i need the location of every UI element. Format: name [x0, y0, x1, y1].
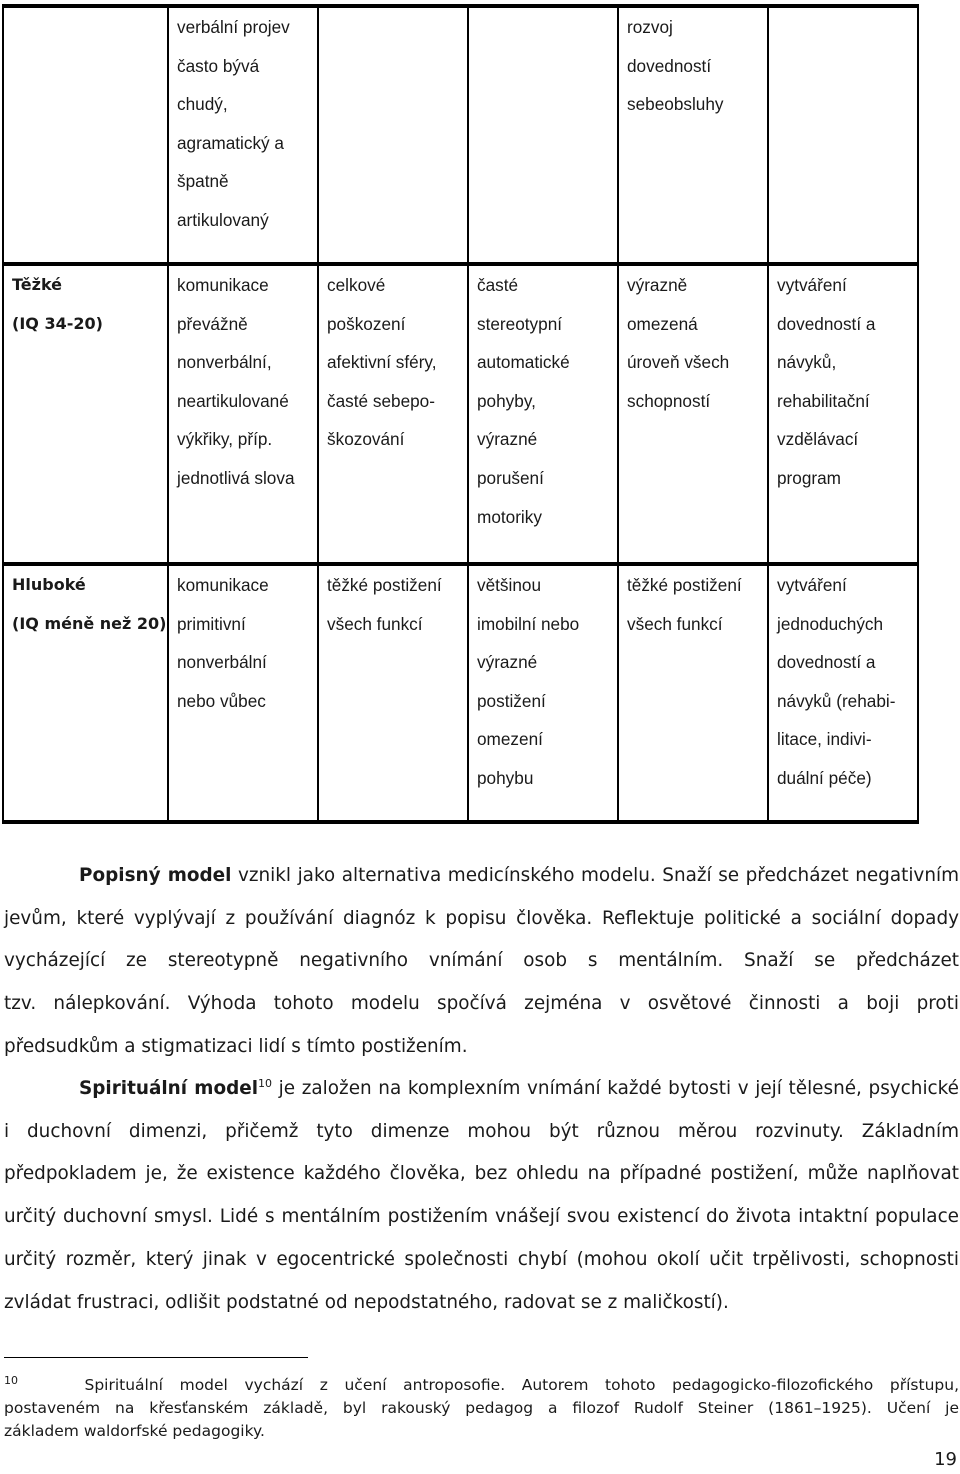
cell-line: časté sebepo- [327, 390, 435, 411]
paragraph-descriptive-model [4, 855, 959, 1069]
table-cell [768, 564, 918, 822]
cell-line: těžké postižení [327, 575, 442, 595]
cell-line: motoriky [477, 506, 542, 527]
severity-label: Těžké [12, 275, 63, 294]
table-cell [618, 6, 768, 264]
severity-label: (IQ 34-20) [12, 313, 103, 333]
cell-line: často bývá [177, 55, 260, 76]
cell-line: všech funkcí [327, 613, 423, 634]
cell-line: výkřiky, příp. [177, 429, 273, 450]
para2-line: i duchovní dimenzi, přičemž tyto dimenze mohou být různou měrou rozvinuty. Základním [4, 1120, 959, 1142]
cell-line: poškození [327, 313, 406, 334]
cell-line: výrazné [477, 652, 538, 673]
cell-line: dovedností [627, 55, 712, 76]
cell-line: porušení [477, 467, 544, 488]
table-cell [168, 564, 318, 822]
cell-line: pohybu [477, 767, 534, 788]
footnote-number: 10 [4, 1373, 18, 1387]
cell-line: celkové [327, 275, 386, 295]
cell-line: postižení [477, 690, 546, 711]
cell-line: automatické [477, 352, 570, 373]
cell-line: litace, indivi- [777, 729, 872, 750]
cell-line: komunikace [177, 575, 269, 595]
classification-table [2, 4, 919, 824]
cell-line: imobilní nebo [477, 613, 580, 634]
cell-line: převážně [177, 313, 248, 334]
cell-line: špatně [177, 171, 229, 192]
page-number: 19 [934, 1449, 957, 1470]
severity-cell [3, 564, 168, 822]
cell-line: afektivní sféry, [327, 352, 437, 373]
paragraph-spiritual-model [4, 1068, 959, 1324]
cell-line: omezená [627, 313, 698, 334]
cell-line: nonverbální, [177, 352, 272, 373]
para2-line: určitý duchovní smysl. Lidé s mentálním postižením vnášejí svou existencí do života intaktní populace [4, 1206, 959, 1228]
cell-line: verbální projev [177, 17, 290, 37]
table-cell [168, 6, 318, 264]
cell-line: program [777, 467, 841, 488]
table-row [3, 264, 918, 564]
footnote-line: základem waldorfské pedagogiky. [4, 1422, 265, 1440]
cell-line: agramatický a [177, 132, 284, 153]
table-cell [318, 264, 468, 564]
cell-line: jednoduchých [777, 613, 884, 634]
table-cell [468, 564, 618, 822]
footnote-separator [4, 1357, 308, 1358]
cell-line: výrazně [627, 275, 688, 295]
para2-line: určitý rozměr, který jinak v egocentrické společnosti chybí (mohou okolí učit trpělivosti, schopnosti [4, 1248, 959, 1270]
table-row [3, 564, 918, 822]
cell-line: návyků (rehabi- [777, 690, 896, 711]
para2-line: zvládat frustraci, odlišit podstatné od nepodstatného, radovat se z maličkostí). [4, 1291, 729, 1313]
cell-line: komunikace [177, 275, 269, 295]
cell-line: návyků, [777, 352, 837, 373]
cell-line: schopností [627, 390, 711, 411]
cell-line: rehabilitační [777, 390, 870, 411]
cell-line: vytváření [777, 275, 847, 295]
cell-line: výrazné [477, 429, 538, 450]
cell-line: jednotlivá slova [177, 467, 295, 488]
table-cell [468, 264, 618, 564]
cell-line: omezení [477, 729, 543, 750]
table-cell [318, 564, 468, 822]
table-row [3, 6, 918, 264]
cell-line: dovedností a [777, 313, 876, 334]
severity-cell [3, 264, 168, 564]
para2-line: předpokladem je, že existence každého člověka, bez ohledu na případné postižení, může naplňovat [4, 1163, 959, 1185]
table-cell [168, 264, 318, 564]
cell-line: škozování [327, 429, 405, 450]
para1-line: tzv. nálepkování. Výhoda tohoto modelu spočívá zejména v osvětové činnosti a boji proti [4, 993, 959, 1015]
footnote-line: $^{10}$ Spirituální model vychází z učení antroposofie. Autorem tohoto pedagogicko-filozofického přístupu, [4, 1373, 959, 1394]
cell-line: úroveň všech [627, 352, 730, 373]
cell-line: dovedností a [777, 652, 876, 673]
severity-cell [3, 6, 168, 264]
table-cell [768, 6, 918, 264]
para1-line: jevům, které vyplývají z používání diagnóz k popisu člověka. Reflektuje politické a sociální dopady [4, 907, 959, 929]
para2-line: Spirituální model$^{10}$ je založen na komplexním vnímání každé bytosti v její tělesné, psychické [79, 1076, 959, 1099]
para1-line: vycházející ze stereotypně negativního vnímání osob s mentálním. Snaží se předcházet [4, 950, 959, 972]
term-spiritual-model: Spirituální model [79, 1078, 259, 1099]
cell-line: duální péče) [777, 767, 872, 788]
footnote-line: postaveném na křesťanském základě, byl rakouský pedagog a filozof Rudolf Steiner (1861–1925). Učení je [4, 1399, 959, 1417]
cell-line: primitivní [177, 613, 246, 634]
cell-line: vytváření [777, 575, 847, 595]
cell-line: většinou [477, 575, 542, 595]
cell-line: časté [477, 275, 519, 295]
cell-line: neartikulované [177, 390, 289, 411]
para1-line: Popisný model vznikl jako alternativa medicínského modelu. Snaží se předcházet negativním [79, 865, 959, 886]
table-cell [468, 6, 618, 264]
term-descriptive-model: Popisný model [79, 865, 232, 886]
severity-label: (IQ méně než 20) [12, 613, 167, 633]
cell-line: sebeobsluhy [627, 94, 724, 115]
cell-line: pohyby, [477, 390, 536, 411]
cell-line: rozvoj [627, 17, 673, 37]
cell-line: chudý, [177, 94, 228, 115]
table-cell [318, 6, 468, 264]
cell-line: vzdělávací [777, 429, 859, 450]
table-cell [768, 264, 918, 564]
cell-line: nebo vůbec [177, 690, 266, 711]
table-cell [618, 564, 768, 822]
cell-line: stereotypní [477, 313, 563, 334]
footnote-reference[interactable]: 10 [258, 1076, 273, 1090]
cell-line: artikulovaný [177, 209, 269, 230]
cell-line: těžké postižení [627, 575, 742, 595]
table-cell [618, 264, 768, 564]
para1-line: předsudkům a stigmatizaci lidí s tímto postižením. [4, 1035, 468, 1057]
cell-line: nonverbální [177, 652, 267, 673]
footnote [4, 1374, 959, 1443]
severity-label: Hluboké [12, 575, 86, 594]
cell-line: všech funkcí [627, 613, 723, 634]
